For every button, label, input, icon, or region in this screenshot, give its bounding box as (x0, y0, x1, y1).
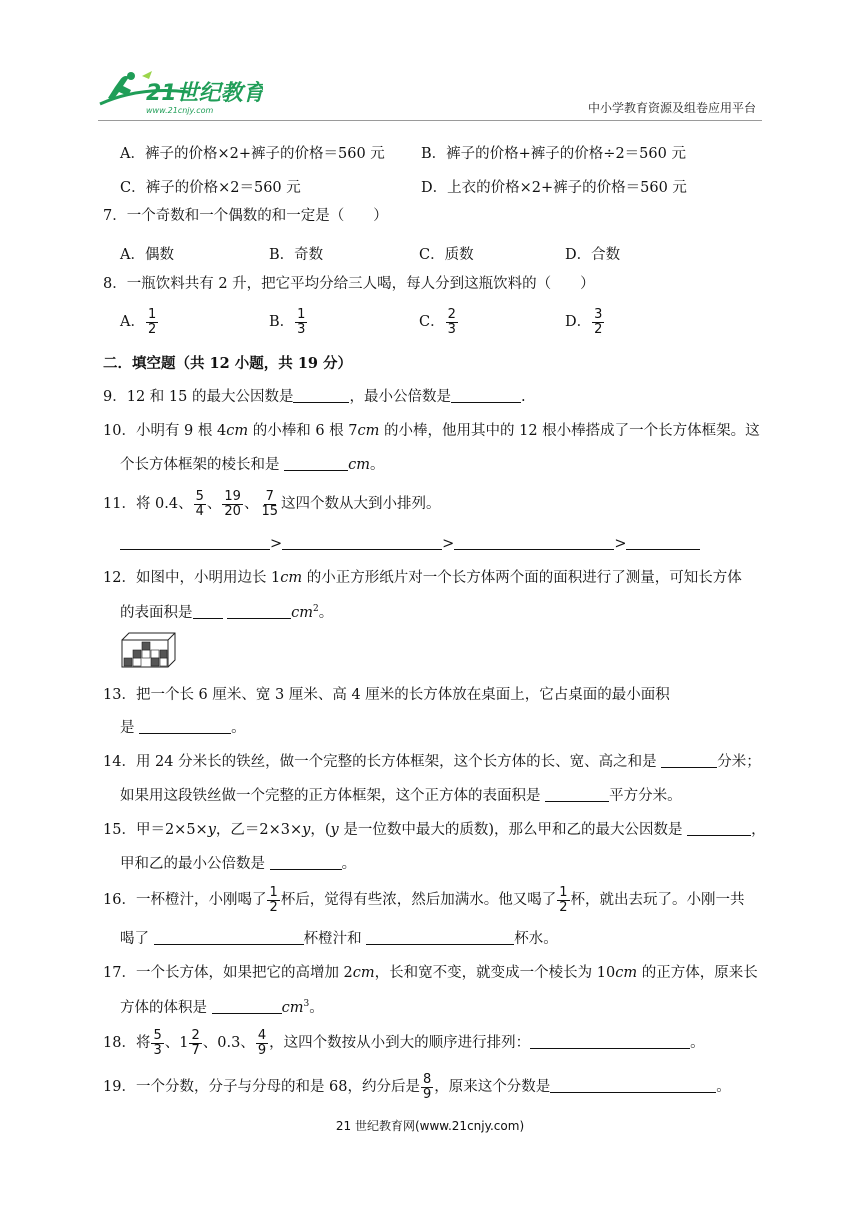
q18: 18．将 $\frac{5}{3}$ 、1 $\frac{2}{7}$ 、0.3、 $\frac{4}{9}$ ，这四个数按从小到大的顺序进行排列： 。 (103, 1028, 705, 1058)
q7-option-c: C．质数 (419, 247, 474, 263)
fraction: $\frac{8}{9}$ (423, 1072, 432, 1102)
q17-line2: 方体的体积是 $cm^3$。 (120, 999, 324, 1016)
q15-line2: 甲和乙的最小公倍数是 。 (120, 856, 357, 872)
answer-blank (626, 537, 700, 550)
q19: 19．一个分数，分子与分母的和是 68，约分后是 $\frac{8}{9}$ ，原来这个分数是 。 (103, 1072, 731, 1102)
q16-line1: 16．一杯橙汁，小刚喝了 $\frac{1}{2}$ 杯后，觉得有些浓，然后加满水。他又喝了 $\frac{1}{2}$ 杯，就出去玩了。小刚一共 (103, 885, 745, 915)
q13-line1: 13．把一个长 6 厘米、宽 3 厘米、高 4 厘米的长方体放在桌面上，它占桌面的最小面积 (103, 687, 670, 703)
cuboid-figure (121, 632, 177, 668)
q7-stem: 7．一个奇数和一个偶数的和一定是（ ） (103, 208, 388, 224)
site-logo (98, 70, 263, 116)
q6-option-d: D．上衣的价格×2+裤子的价格＝560 元 (421, 180, 687, 196)
q8-option-b: B． $\frac{1}{3}$ (269, 307, 306, 337)
fraction: $\frac{5}{3}$ (153, 1028, 162, 1058)
answer-blank (451, 390, 521, 403)
answer-blank (139, 721, 231, 734)
fraction: $\frac{19}{20}$ (224, 489, 241, 519)
fraction: $\frac{7}{15}$ (261, 489, 278, 519)
q6-option-a: A．裤子的价格×2+裤子的价格＝560 元 (120, 146, 385, 162)
q11-stem: 11．将 0.4、 $\frac{5}{4}$ 、 $\frac{19}{20}$ 、 $\frac{7}{15}$ 这四个数从大到小排列。 (103, 489, 441, 519)
q9: 9．12 和 15 的最大公因数是 ，最小公倍数是 . (103, 389, 526, 405)
q11-answer-row: > > > (120, 537, 700, 552)
answer-blank (193, 606, 223, 619)
svg-text:www.21cnjy.com: www.21cnjy.com (146, 106, 214, 115)
answer-blank (270, 857, 342, 870)
fraction: $\frac{2}{3}$ (447, 307, 456, 337)
answer-blank (120, 537, 270, 550)
q8-stem: 8．一瓶饮料共有 2 升，把它平均分给三人喝，每人分到这瓶饮料的（ ） (103, 276, 595, 292)
q15-line1: 15．甲＝2×5×y，乙＝2×3×y，(y 是一位数中最大的质数)，那么甲和乙的最大公因数是 ， (103, 822, 766, 838)
q6-option-b: B．裤子的价格+裤子的价格÷2＝560 元 (421, 146, 686, 162)
q8-option-d: D． $\frac{3}{2}$ (565, 307, 603, 337)
q8-option-a: A． $\frac{1}{2}$ (120, 307, 157, 337)
answer-blank (212, 1001, 282, 1014)
q12-line1: 12．如图中，小明用边长 1cm 的小正方形纸片对一个长方体两个面的面积进行了测量，可知长方体 (103, 570, 742, 586)
header-divider (98, 120, 762, 121)
platform-name: 中小学教育资源及组卷应用平台 (587, 101, 756, 115)
q7-option-b: B．奇数 (269, 247, 324, 263)
q14-line2: 如果用这段铁丝做一个完整的正方体框架，这个正方体的表面积是 平方分米。 (120, 788, 682, 804)
q10-line1: 10．小明有 9 根 4cm 的小棒和 6 根 7cm 的小棒，他用其中的 12 根小棒搭成了一个长方体框架。这 (103, 423, 760, 439)
answer-blank (550, 1080, 716, 1093)
answer-blank (454, 537, 614, 550)
q12-line2: 的表面积是 $cm^2$。 (120, 604, 334, 621)
fraction: $\frac{1}{3}$ (297, 307, 306, 337)
q17-line1: 17．一个长方体，如果把它的高增加 2cm，长和宽不变，就变成一个棱长为 10cm 的正方体，原来长 (103, 965, 758, 981)
answer-blank (545, 789, 609, 802)
q7-option-a: A．偶数 (120, 247, 174, 263)
fraction: $\frac{1}{2}$ (269, 885, 278, 915)
answer-blank (154, 932, 304, 945)
answer-blank (282, 537, 442, 550)
fraction: $\frac{3}{2}$ (594, 307, 603, 337)
svg-text:21世纪教育: 21世纪教育 (146, 81, 263, 106)
q13-line2: 是 。 (120, 720, 246, 736)
q16-line2: 喝了 杯橙汁和 杯水。 (120, 931, 558, 947)
q10-line2: 个长方体框架的棱长和是 cm。 (120, 457, 385, 473)
fraction: $\frac{5}{4}$ (195, 489, 204, 519)
answer-blank (366, 932, 514, 945)
section-title: 二．填空题（共 12 小题，共 19 分） (103, 355, 353, 372)
fraction: $\frac{1}{2}$ (147, 307, 157, 337)
page-footer: 21 世纪教育网(www.21cnjy.com) (335, 1119, 525, 1133)
q7-option-d: D．合数 (565, 247, 621, 263)
answer-blank (227, 606, 291, 619)
answer-blank (284, 458, 348, 471)
fraction: $\frac{1}{2}$ (559, 885, 568, 915)
answer-blank (530, 1036, 690, 1049)
fraction: $\frac{4}{9}$ (257, 1028, 267, 1058)
answer-blank (687, 823, 751, 836)
q8-option-c: C． $\frac{2}{3}$ (419, 307, 456, 337)
q6-option-c: C．裤子的价格×2＝560 元 (120, 180, 301, 196)
fraction: $\frac{2}{7}$ (191, 1028, 200, 1058)
q14-line1: 14．用 24 分米长的铁丝，做一个完整的长方体框架，这个长方体的长、宽、高之和是 分米； (103, 754, 761, 770)
answer-blank (661, 755, 717, 768)
answer-blank (293, 390, 349, 403)
